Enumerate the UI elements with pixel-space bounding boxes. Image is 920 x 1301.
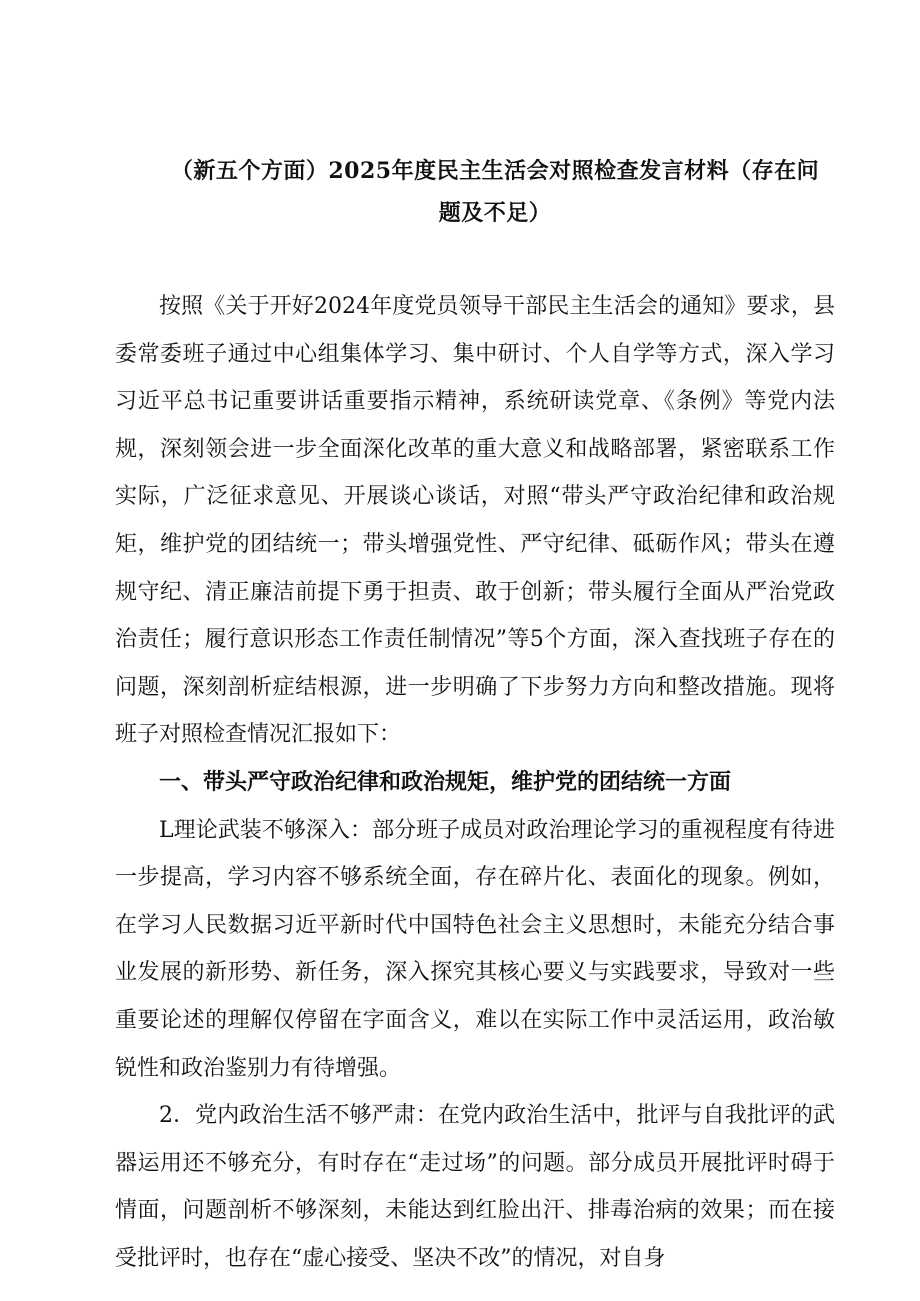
- title-line-2: 题及不足）: [438, 200, 552, 226]
- item-2-paragraph: 2．党内政治生活不够严肃：在党内政治生活中，批评与自我批评的武器运用还不够充分，有时存在“走过场”的问题。部分成员开展批评时碍于情面，问题剖析不够深刻，未能达到红脸出汗、排毒治病的效果；而在接受批评时，也存在“虚心接受、坚决不改”的情况，对自身: [115, 1103, 835, 1271]
- document-body: [115, 283, 835, 1282]
- intro-paragraph: 按照《关于开好2024年度党员领导干部民主生活会的通知》要求，县委常委班子通过中心组集体学习、集中研讨、个人自学等方式，深入学习习近平总书记重要讲话重要指示精神，系统研读党章、《条例》等党内法规，深刻领会进一步全面深化改革的重大意义和战略部署，紧密联系工作实际，广泛征求意见、开展谈心谈话，对照“带头严守政治纪律和政治规矩，维护党的团结统一；带头增强党性、严守纪律、砥砺作风；带头在遵规守纪、清正廉洁前提下勇于担责、敢于创新；带头履行全面从严治党政治责任；履行意识形态工作责任制情况”等5个方面，深入查找班子存在的问题，深刻剖析症结根源，进一步明确了下步努力方向和整改措施。现将班子对照检查情况汇报如下：: [115, 294, 835, 748]
- item-1-paragraph: L理论武装不够深入：部分班子成员对政治理论学习的重视程度有待进一步提高，学习内容不够系统全面，存在碎片化、表面化的现象。例如，在学习人民数据习近平新时代中国特色社会主义思想时，未能充分结合事业发展的新形势、新任务，深入探究其核心要义与实践要求，导致对一些重要论述的理解仅停留在字面含义，难以在实际工作中灵活运用，政治敏锐性和政治鉴别力有待增强。: [115, 817, 835, 1081]
- title-line-1: （新五个方面）2025年度民主生活会对照检查发言材料（存在问: [170, 158, 820, 184]
- section-1-heading: 一、带头严守政治纪律和政治规矩，维护党的团结统一方面: [159, 768, 732, 795]
- document-title: [150, 150, 840, 234]
